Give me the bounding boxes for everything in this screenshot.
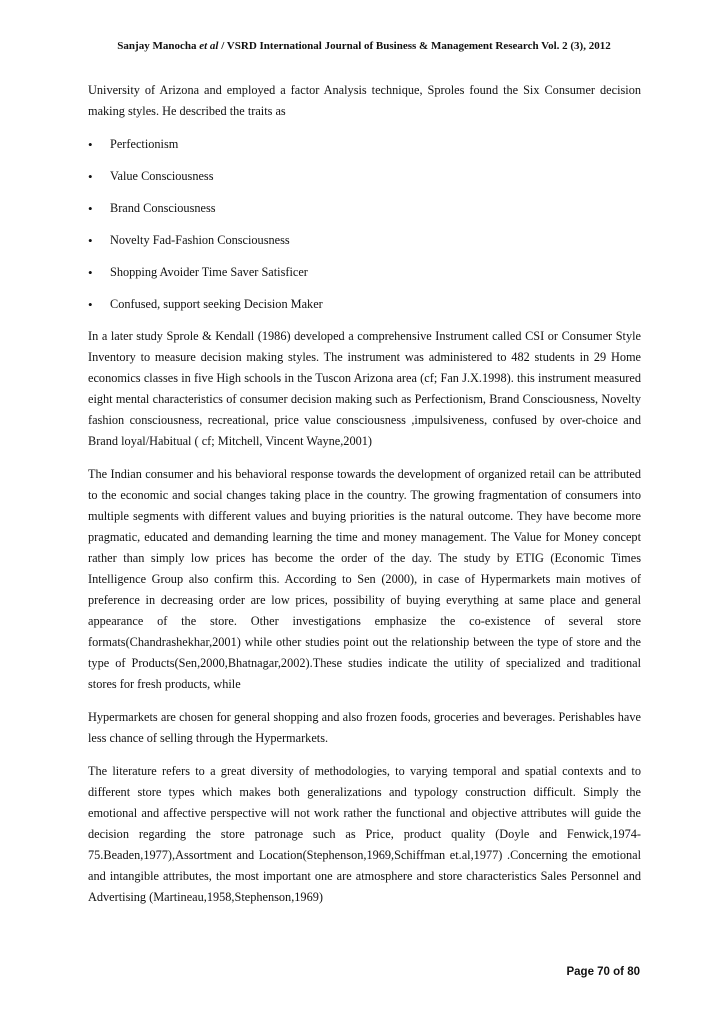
- paragraph-sprole-kendall: In a later study Sprole & Kendall (1986) developed a comprehensive Instrument called CSI or Consumer Style Inventory to measure decision making styles. The instrument was administered to 482 students in 29 Home economics classes in five High schools in the Tuscon Arizona area (cf; Fan J.X.1998). this instrument measured eight mental characteristics of consumer decision making such as Perfectionism, Brand Consciousness, Novelty fashion consciousness, recreational, price value consciousness ,impulsiveness, confused by over-choice and Brand loyal/Habitual ( cf; Mitchell, Vincent Wayne,2001): [88, 329, 641, 448]
- list-item: [88, 198, 641, 219]
- bullet-icon: •: [88, 233, 93, 248]
- bullet-icon: •: [88, 137, 93, 152]
- list-item-label: Confused, support seeking Decision Maker: [110, 297, 323, 311]
- list-item-label: Value Consciousness: [110, 169, 214, 183]
- header-etal: et al: [199, 40, 219, 52]
- paragraph-intro: University of Arizona and employed a factor Analysis technique, Sproles found the Six Consumer decision making styles. He described the traits as: [88, 83, 641, 118]
- list-item: [88, 230, 641, 251]
- list-item: [88, 166, 641, 187]
- header-authors: Sanjay Manocha: [117, 40, 197, 52]
- list-item-label: Brand Consciousness: [110, 201, 216, 215]
- article-body: [88, 80, 641, 920]
- running-header: [0, 40, 728, 52]
- header-journal: / VSRD International Journal of Business & Management Research Vol. 2 (3), 2012: [221, 40, 611, 52]
- paragraph-indian-consumer: The Indian consumer and his behavioral response towards the development of organized retail can be attributed to the economic and social changes taking place in the country. The growing fragmentation of consumers into multiple segments with different values and buying priorities is the natural outcome. They have become more pragmatic, educated and demanding learning the time and money management. The Value for Money concept rather than simply low prices has become the order of the day. The study by ETIG (Economic Times Intelligence Group also confirm this. According to Sen (2000), in case of Hypermarkets main motives of preference in decreasing order are low prices, possibility of buying everything at same place and general appearance of the store. Other investigations emphasize the co-existence of several store formats(Chandrashekhar,2001) while other studies point out the relationship between the type of store and the type of Products(Sen,2000,Bhatnagar,2002).These studies indicate the utility of specialized and traditional stores for fresh products, while: [88, 467, 641, 691]
- list-item-label: Perfectionism: [110, 137, 179, 151]
- bullet-icon: •: [88, 265, 93, 280]
- decision-styles-list: [88, 134, 641, 315]
- list-item-label: Shopping Avoider Time Saver Satisficer: [110, 265, 308, 279]
- bullet-icon: •: [88, 169, 93, 184]
- bullet-icon: •: [88, 201, 93, 216]
- paragraph-literature: The literature refers to a great diversity of methodologies, to varying temporal and spatial contexts and to different store types which makes both generalizations and typology construction difficult. Simply the emotional and affective perspective will not work rather the functional and objective attributes will guide the decision regarding the store patronage such as Price, product quality (Doyle and Fenwick,1974-75.Beaden,1977),Assortment and Location(Stephenson,1969,Schiffman et.al,1977) .Concerning the emotional and intangible attributes, the most important one are atmosphere and store characteristics Sales Personnel and Advertising (Martineau,1958,Stephenson,1969): [88, 764, 641, 904]
- list-item: [88, 294, 641, 315]
- list-item: [88, 262, 641, 283]
- list-item: [88, 134, 641, 155]
- list-item-label: Novelty Fad-Fashion Consciousness: [110, 233, 290, 247]
- bullet-icon: •: [88, 297, 93, 312]
- paragraph-hypermarkets: Hypermarkets are chosen for general shopping and also frozen foods, groceries and beverages. Perishables have less chance of selling through the Hypermarkets.: [88, 710, 641, 745]
- page-number: Page 70 of 80: [566, 966, 640, 978]
